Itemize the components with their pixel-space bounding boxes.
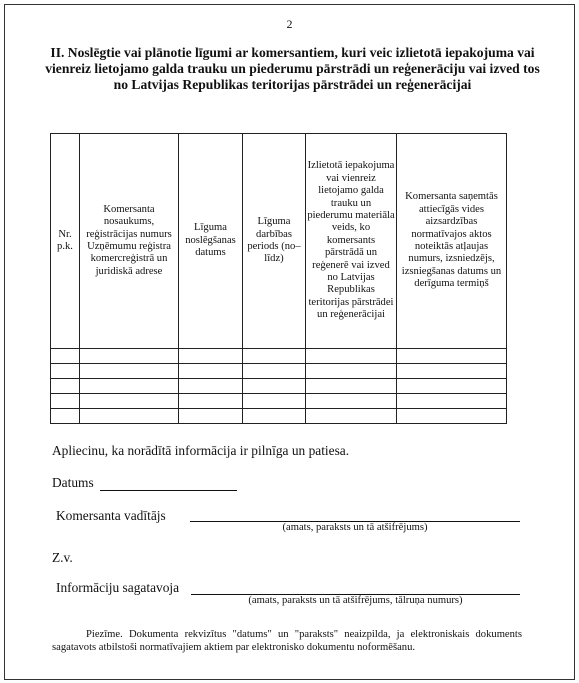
table-cell[interactable]	[306, 394, 397, 409]
header-contract-period: Līguma darbības periods (no–līdz)	[243, 134, 306, 349]
table-cell[interactable]	[179, 394, 243, 409]
header-permit: Komersanta saņemtās attiecīgās vides aizsardzības normatīvajos aktos noteiktās atļaujas numurs, izsniedzējs, izsniegšanas datums un derīguma termiņš	[397, 134, 507, 349]
date-label: Datums	[52, 475, 94, 490]
table-cell[interactable]	[51, 364, 80, 379]
table-cell[interactable]	[179, 379, 243, 394]
table-cell[interactable]	[243, 394, 306, 409]
date-signature-line[interactable]	[100, 490, 237, 491]
table-cell[interactable]	[306, 364, 397, 379]
table-cell[interactable]	[397, 409, 507, 424]
table-cell[interactable]	[306, 349, 397, 364]
header-nr: Nr. p.k.	[51, 134, 80, 349]
table-cell[interactable]	[80, 409, 179, 424]
header-material-type: Izlietotā iepakojuma vai vienreiz lietojamo galda trauku un piederumu materiāla veids, ko komersants pārstrādā un reģenerē vai izved no Latvijas Republikas teritorijas pārstrādei un reģenerācijai	[306, 134, 397, 349]
table-cell[interactable]	[80, 364, 179, 379]
table-cell[interactable]	[80, 394, 179, 409]
preparer-label: Informāciju sagatavoja	[56, 580, 180, 595]
table-cell[interactable]	[179, 409, 243, 424]
table-cell[interactable]	[51, 394, 80, 409]
table-cell[interactable]	[179, 364, 243, 379]
table-row	[51, 409, 507, 424]
table-cell[interactable]	[80, 349, 179, 364]
table-header-row	[51, 134, 507, 349]
table-cell[interactable]	[51, 409, 80, 424]
manager-hint: (amats, paraksts un tā atšifrējums)	[282, 522, 428, 533]
table-cell[interactable]	[243, 379, 306, 394]
table-cell[interactable]	[243, 349, 306, 364]
seal-label: Z.v.	[52, 550, 73, 565]
table-cell[interactable]	[51, 349, 80, 364]
table-row	[51, 394, 507, 409]
table-cell[interactable]	[306, 409, 397, 424]
table-cell[interactable]	[243, 409, 306, 424]
page-number: 2	[286, 17, 293, 31]
table-cell[interactable]	[51, 379, 80, 394]
table-cell[interactable]	[80, 379, 179, 394]
agreements-table	[50, 133, 507, 424]
document-page	[4, 4, 575, 680]
document-note: Piezīme. Dokumenta rekvizītus "datums" un "paraksts" neaizpilda, ja elektroniskais dokuments sagatavots atbilstoši normatīvajiem aktiem par elektronisko dokumentu noformēšanu.	[52, 629, 522, 653]
table-cell[interactable]	[397, 364, 507, 379]
table-cell[interactable]	[179, 349, 243, 364]
table-cell[interactable]	[306, 379, 397, 394]
confirmation-text: Apliecinu, ka norādītā informācija ir pilnīga un patiesa.	[52, 443, 350, 458]
manager-label: Komersanta vadītājs	[56, 508, 166, 523]
table-row	[51, 364, 507, 379]
header-company: Komersanta nosaukums, reģistrācijas numurs Uzņēmumu reģistra komercreģistrā un juridiskā adrese	[80, 134, 179, 349]
table-row	[51, 349, 507, 364]
table-body	[51, 349, 507, 424]
table-cell[interactable]	[397, 349, 507, 364]
table-cell[interactable]	[397, 394, 507, 409]
preparer-hint: (amats, paraksts un tā atšifrējums, tālruņa numurs)	[248, 595, 463, 606]
section-title: II. Noslēgtie vai plānotie līgumi ar komersantiem, kuri veic izlietotā iepakojuma vai vienreiz lietojamo galda trauku un piederumu pārstrādi un reģenerāciju vai izved tos no Latvijas Republikas teritorijas pārstrādei un reģenerācijai	[45, 45, 540, 92]
header-contract-date: Līguma noslēgšanas datums	[179, 134, 243, 349]
table-cell[interactable]	[243, 364, 306, 379]
table-row	[51, 379, 507, 394]
table-cell[interactable]	[397, 379, 507, 394]
